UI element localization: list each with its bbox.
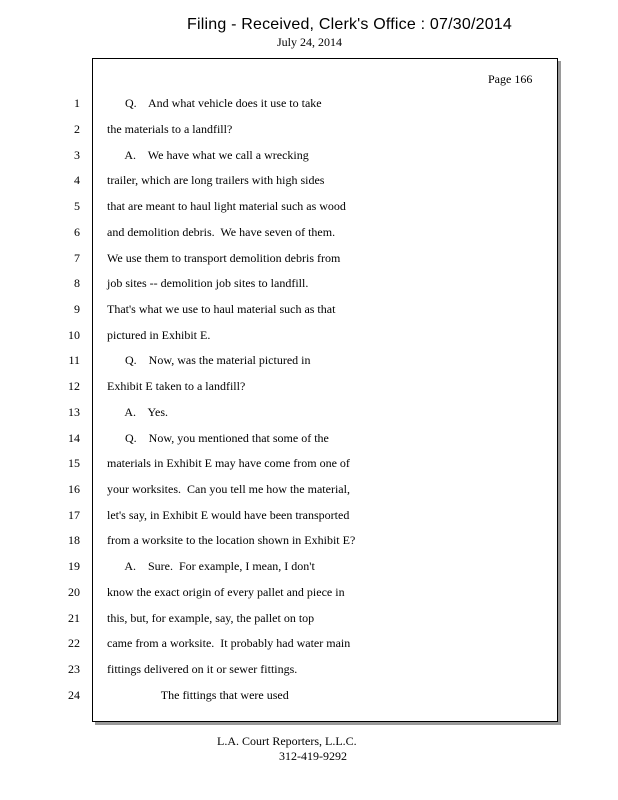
transcript-line: trailer, which are long trailers with high sides — [107, 173, 325, 187]
line-number: 15 — [68, 456, 80, 470]
line-number: 17 — [68, 508, 80, 522]
line-number: 10 — [68, 328, 80, 342]
line-number: 5 — [74, 199, 80, 213]
line-number: 22 — [68, 636, 80, 650]
line-number: 2 — [74, 122, 80, 136]
line-number: 24 — [68, 688, 80, 702]
line-number: 21 — [68, 611, 80, 625]
line-number: 11 — [68, 353, 80, 367]
transcript-line: pictured in Exhibit E. — [107, 328, 211, 342]
transcript-date: July 24, 2014 — [277, 35, 343, 49]
line-number: 12 — [68, 379, 80, 393]
line-number: 7 — [74, 251, 80, 265]
line-number: 16 — [68, 482, 80, 496]
transcript-line: fittings delivered on it or sewer fittings. — [107, 662, 298, 676]
line-number: 14 — [68, 431, 80, 445]
transcript-line: That's what we use to haul material such as that — [107, 302, 336, 316]
transcript-line: Exhibit E taken to a landfill? — [107, 379, 246, 393]
transcript-line: that are meant to haul light material such as wood — [107, 199, 346, 213]
line-number: 13 — [68, 405, 80, 419]
line-number: 1 — [74, 96, 80, 110]
transcript-line: A. We have what we call a wrecking — [107, 148, 309, 162]
transcript-line: this, but, for example, say, the pallet on top — [107, 611, 315, 625]
transcript-line: from a worksite to the location shown in Exhibit E? — [107, 533, 356, 547]
line-number: 20 — [68, 585, 80, 599]
transcript-line: The fittings that were used — [107, 688, 289, 702]
line-number: 19 — [68, 559, 80, 573]
reporter-company: L.A. Court Reporters, L.L.C. — [217, 734, 357, 748]
transcript-line: and demolition debris. We have seven of them. — [107, 225, 336, 239]
line-number: 4 — [74, 173, 80, 187]
line-number: 3 — [74, 148, 80, 162]
filing-stamp: Filing - Received, Clerk's Office : 07/30/2014 — [187, 16, 512, 33]
transcript-line: Q. And what vehicle does it use to take — [107, 96, 322, 110]
transcript-line: let's say, in Exhibit E would have been transported — [107, 508, 350, 522]
transcript-line: came from a worksite. It probably had water main — [107, 636, 351, 650]
transcript-line: Q. Now, was the material pictured in — [107, 353, 311, 367]
transcript-line: know the exact origin of every pallet and piece in — [107, 585, 345, 599]
page-number: Page 166 — [488, 72, 533, 86]
transcript-line: materials in Exhibit E may have come from one of — [107, 456, 350, 470]
transcript-line: Q. Now, you mentioned that some of the — [107, 431, 329, 445]
transcript-line: job sites -- demolition job sites to landfill. — [107, 276, 309, 290]
line-number: 8 — [74, 276, 80, 290]
transcript-line: We use them to transport demolition debris from — [107, 251, 341, 265]
line-number: 9 — [74, 302, 80, 316]
line-number: 18 — [68, 533, 80, 547]
transcript-line: the materials to a landfill? — [107, 122, 233, 136]
line-number: 23 — [68, 662, 80, 676]
transcript-line: A. Sure. For example, I mean, I don't — [107, 559, 315, 573]
transcript-line: A. Yes. — [107, 405, 169, 419]
transcript-line: your worksites. Can you tell me how the material, — [107, 482, 350, 496]
line-number: 6 — [74, 225, 80, 239]
reporter-phone: 312-419-9292 — [279, 749, 347, 763]
